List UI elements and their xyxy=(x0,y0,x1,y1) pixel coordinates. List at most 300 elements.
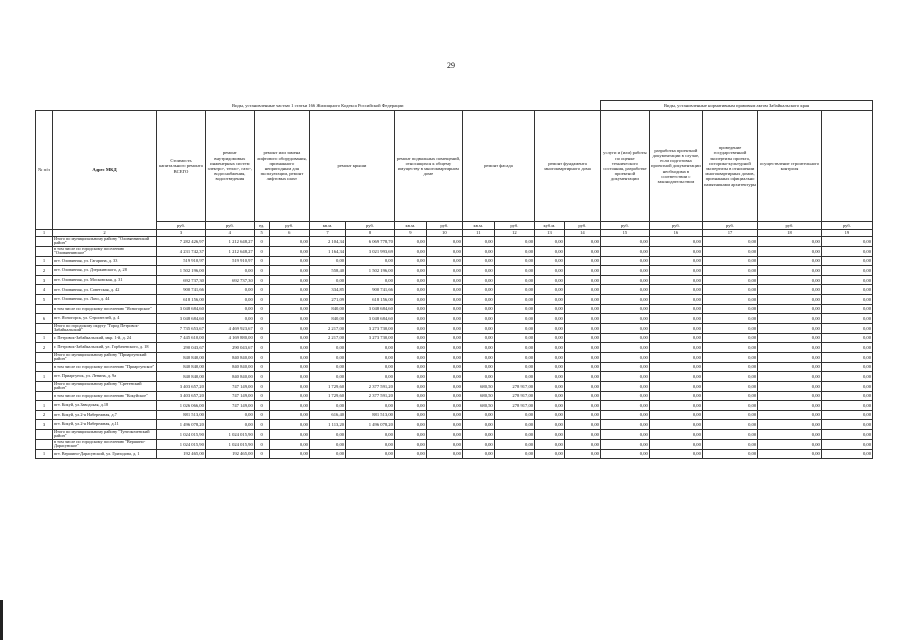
value-cell: 0,00 xyxy=(600,381,649,391)
unit-cell: руб. xyxy=(426,222,462,230)
value-cell: 0,00 xyxy=(462,449,494,459)
value-cell: 0,00 xyxy=(821,285,872,295)
value-cell: 0,00 xyxy=(394,372,426,382)
value-cell: 0 xyxy=(254,333,269,343)
value-cell: 0,00 xyxy=(535,304,565,314)
value-cell: 0,00 xyxy=(346,352,395,362)
value-cell: 0,00 xyxy=(535,449,565,459)
value-cell: 4 231 742,37 xyxy=(157,246,206,256)
value-cell: 0,00 xyxy=(205,295,254,305)
value-cell: 0,00 xyxy=(600,449,649,459)
value-cell: 0,00 xyxy=(702,429,757,439)
value-cell: 0,00 xyxy=(649,429,702,439)
value-cell: 0,00 xyxy=(564,275,600,285)
value-cell: 0,00 xyxy=(394,304,426,314)
value-cell: 0,00 xyxy=(821,266,872,276)
col-header-number: № п/п xyxy=(36,111,53,230)
col-header-extra xyxy=(821,111,872,222)
repair-cost-table-frame xyxy=(35,100,873,622)
value-cell: 0,00 xyxy=(394,420,426,430)
value-cell: 7 445 610,00 xyxy=(157,333,206,343)
value-cell: 0,00 xyxy=(702,439,757,449)
value-cell: 0,00 xyxy=(821,237,872,247)
address-cell: в том числе по городскому поселению "Оловяннинское" xyxy=(52,246,156,256)
value-cell: 0,00 xyxy=(535,381,565,391)
table-row xyxy=(36,333,873,343)
value-cell: 0,00 xyxy=(702,314,757,324)
value-cell: 0,00 xyxy=(821,352,872,362)
value-cell: 0 xyxy=(254,420,269,430)
value-cell: 900 741,66 xyxy=(157,285,206,295)
column-index-cell: 6 xyxy=(269,230,309,237)
row-number-cell xyxy=(36,439,53,449)
value-cell: 0,00 xyxy=(649,304,702,314)
value-cell: 0,00 xyxy=(269,410,309,420)
value-cell: 0,00 xyxy=(269,285,309,295)
unit-cell: руб. xyxy=(269,222,309,230)
value-cell: 840 840,00 xyxy=(157,362,206,372)
value-cell: 0,00 xyxy=(821,401,872,411)
value-cell: 0,00 xyxy=(758,420,822,430)
value-cell: 0 xyxy=(254,256,269,266)
value-cell: 0,00 xyxy=(535,295,565,305)
table-row xyxy=(36,343,873,353)
value-cell: 0,00 xyxy=(758,256,822,266)
unit-cell: руб. xyxy=(758,222,822,230)
table-row xyxy=(36,449,873,459)
value-cell: 0,00 xyxy=(821,304,872,314)
column-index-row xyxy=(36,230,873,237)
value-cell: 0 xyxy=(254,381,269,391)
value-cell: 840 840,00 xyxy=(205,352,254,362)
column-index-cell: 18 xyxy=(758,230,822,237)
value-cell: 0,00 xyxy=(535,266,565,276)
value-cell: 0,00 xyxy=(535,285,565,295)
value-cell: 0,00 xyxy=(535,372,565,382)
value-cell: 0,00 xyxy=(600,314,649,324)
scan-edge-mark xyxy=(0,600,3,640)
value-cell: 0,00 xyxy=(758,401,822,411)
value-cell: 0,00 xyxy=(426,391,462,401)
unit-cell: руб. xyxy=(564,222,600,230)
value-cell: 0,00 xyxy=(564,323,600,333)
value-cell: 0,00 xyxy=(462,256,494,266)
col-header-facade: ремонт фасада xyxy=(462,111,534,222)
column-index-cell: 3 xyxy=(157,230,206,237)
value-cell: 0 xyxy=(254,237,269,247)
value-cell: 0,00 xyxy=(494,410,534,420)
value-cell: 0,00 xyxy=(702,410,757,420)
value-cell: 2 377 591,20 xyxy=(346,391,395,401)
value-cell: 0 xyxy=(254,410,269,420)
value-cell: 747 149,00 xyxy=(205,391,254,401)
unit-cell: руб. xyxy=(600,222,649,230)
value-cell: 0,00 xyxy=(462,237,494,247)
table-row xyxy=(36,323,873,333)
value-cell: 0,00 xyxy=(535,420,565,430)
table-body xyxy=(36,237,873,459)
value-cell: 0,00 xyxy=(426,410,462,420)
address-cell: пгт. Оловянная, ул. Советская, д. 42 xyxy=(52,285,156,295)
value-cell: 0,00 xyxy=(702,266,757,276)
value-cell: 1 729,60 xyxy=(309,391,345,401)
address-cell: Итого по муниципальному району "Оловяннинский район" xyxy=(52,237,156,247)
value-cell: 840 840,00 xyxy=(205,362,254,372)
row-number-cell: 4 xyxy=(36,285,53,295)
value-cell: 0,00 xyxy=(535,314,565,324)
row-number-cell: 1 xyxy=(36,449,53,459)
value-cell: 0,00 xyxy=(494,439,534,449)
value-cell: 0,00 xyxy=(494,362,534,372)
value-cell: 3 048 684,60 xyxy=(346,304,395,314)
value-cell: 0,00 xyxy=(564,410,600,420)
value-cell: 0,00 xyxy=(269,372,309,382)
column-index-cell: 17 xyxy=(702,230,757,237)
value-cell: 0,00 xyxy=(309,275,345,285)
address-cell: в том числе по городскому поселению "Вершино-Дарасунское" xyxy=(52,439,156,449)
unit-cell: руб. xyxy=(346,222,395,230)
value-cell: 0,00 xyxy=(535,429,565,439)
value-cell: 0,00 xyxy=(758,449,822,459)
column-index-cell: 1 xyxy=(36,230,53,237)
value-cell: 0,00 xyxy=(535,410,565,420)
value-cell: 192 465,00 xyxy=(205,449,254,459)
value-cell: 0,00 xyxy=(269,362,309,372)
unit-cell: кв.м. xyxy=(309,222,345,230)
value-cell: 0,00 xyxy=(309,429,345,439)
value-cell: 0 xyxy=(254,439,269,449)
value-cell: 0,00 xyxy=(462,429,494,439)
row-number-cell: 6 xyxy=(36,314,53,324)
value-cell: 0,00 xyxy=(702,333,757,343)
value-cell: 0,00 xyxy=(535,256,565,266)
value-cell: 0,00 xyxy=(269,295,309,305)
address-cell: Итого по городскому округу "Город Петровск-Забайкальский" xyxy=(52,323,156,333)
col-header-engineering-systems: ремонт внутридомовых инженерных систем электро-, тепло-, газо-, водоснабжения, водоотведения xyxy=(205,111,254,222)
value-cell: 0,00 xyxy=(600,420,649,430)
value-cell: 0,00 xyxy=(649,420,702,430)
value-cell: 0,00 xyxy=(346,401,395,411)
col-header-address: Адрес МКД xyxy=(52,111,156,230)
value-cell: 0,00 xyxy=(394,449,426,459)
value-cell: 0,00 xyxy=(702,381,757,391)
address-cell: пгт. Кокуй, ул.Заводская, д.18 xyxy=(52,401,156,411)
value-cell: 0,00 xyxy=(649,266,702,276)
table-row xyxy=(36,420,873,430)
value-cell: 0,00 xyxy=(205,266,254,276)
value-cell: 0,00 xyxy=(269,333,309,343)
table-row xyxy=(36,352,873,362)
value-cell: 0,00 xyxy=(269,429,309,439)
value-cell: 0 xyxy=(254,314,269,324)
value-cell: 0,00 xyxy=(426,323,462,333)
value-cell: 0 xyxy=(254,372,269,382)
value-cell: 1 212 648,27 xyxy=(205,246,254,256)
row-number-cell: 1 xyxy=(36,256,53,266)
col-header-expertise: проведение государственной экспертизы проекта, историко-культурной экспертизы в отношении многоквартирных домов, признанных официально памятниками архитектуры xyxy=(702,111,757,222)
value-cell: 6 069 778,70 xyxy=(346,237,395,247)
column-index-cell: 7 xyxy=(309,230,345,237)
value-cell: 0,00 xyxy=(205,314,254,324)
value-cell: 0,00 xyxy=(564,420,600,430)
value-cell: 1 026 066,00 xyxy=(157,401,206,411)
value-cell: 1 024 015,90 xyxy=(205,439,254,449)
address-cell: пгт. Оловянная, ул. Московская, д. 31 xyxy=(52,275,156,285)
value-cell: 1 024 015,90 xyxy=(205,429,254,439)
value-cell: 0,00 xyxy=(564,381,600,391)
value-cell: 0,00 xyxy=(205,420,254,430)
value-cell: 0,00 xyxy=(426,266,462,276)
row-number-cell: 1 xyxy=(36,333,53,343)
value-cell: 0,00 xyxy=(564,314,600,324)
value-cell: 0,00 xyxy=(205,410,254,420)
unit-cell: руб. xyxy=(649,222,702,230)
value-cell: 0,00 xyxy=(462,266,494,276)
value-cell: 0,00 xyxy=(269,391,309,401)
row-number-cell xyxy=(36,304,53,314)
value-cell: 0,00 xyxy=(758,295,822,305)
value-cell: 0,00 xyxy=(394,362,426,372)
row-number-cell: 2 xyxy=(36,343,53,353)
value-cell: 0,00 xyxy=(564,333,600,343)
value-cell: 0,00 xyxy=(600,429,649,439)
value-cell: 0,00 xyxy=(394,439,426,449)
value-cell: 0,00 xyxy=(394,256,426,266)
value-cell: 0,00 xyxy=(535,237,565,247)
value-cell: 0,00 xyxy=(426,295,462,305)
value-cell: 192 465,00 xyxy=(157,449,206,459)
value-cell: 0,00 xyxy=(426,352,462,362)
table-row xyxy=(36,429,873,439)
value-cell: 0,00 xyxy=(821,295,872,305)
address-cell: пгт. Кокуй, ул.2-я Набережная, д.11 xyxy=(52,420,156,430)
value-cell: 0,00 xyxy=(346,429,395,439)
value-cell: 0,00 xyxy=(649,333,702,343)
value-cell: 0,00 xyxy=(600,295,649,305)
value-cell: 278 917,00 xyxy=(494,401,534,411)
units-row xyxy=(36,222,873,230)
value-cell: 0,00 xyxy=(426,333,462,343)
value-cell: 3 273 730,00 xyxy=(346,323,395,333)
value-cell: 0,00 xyxy=(821,410,872,420)
value-cell: 0,00 xyxy=(649,362,702,372)
value-cell: 0,00 xyxy=(426,381,462,391)
value-cell: 0,00 xyxy=(649,449,702,459)
table-row xyxy=(36,256,873,266)
value-cell: 3 273 730,00 xyxy=(346,333,395,343)
row-number-cell xyxy=(36,381,53,391)
value-cell: 0,00 xyxy=(394,333,426,343)
value-cell: 0,00 xyxy=(462,410,494,420)
value-cell: 1 496 078,20 xyxy=(157,420,206,430)
unit-cell: куб.м. xyxy=(535,222,565,230)
value-cell: 7 282 426,97 xyxy=(157,237,206,247)
value-cell: 0,00 xyxy=(649,275,702,285)
column-index-cell: 4 xyxy=(205,230,254,237)
value-cell: 0,00 xyxy=(269,323,309,333)
value-cell: 0,00 xyxy=(600,266,649,276)
value-cell: 0,00 xyxy=(821,381,872,391)
address-cell: г. Петровск-Забайкальский, ул. Горбачевского, д. 18 xyxy=(52,343,156,353)
value-cell: 616,40 xyxy=(309,410,345,420)
value-cell: 0,00 xyxy=(309,449,345,459)
value-cell: 0,00 xyxy=(564,362,600,372)
value-cell: 1 024 015,90 xyxy=(157,429,206,439)
value-cell: 0,00 xyxy=(821,362,872,372)
value-cell: 0,00 xyxy=(535,391,565,401)
value-cell: 0 xyxy=(254,323,269,333)
value-cell: 0,00 xyxy=(346,439,395,449)
value-cell: 0,00 xyxy=(821,391,872,401)
value-cell: 0,00 xyxy=(394,401,426,411)
address-cell: пгт. Оловянная, ул. Дзержинского, д. 28 xyxy=(52,266,156,276)
value-cell: 0,00 xyxy=(494,352,534,362)
value-cell: 2 217,00 xyxy=(309,323,345,333)
value-cell: 692 737,30 xyxy=(205,275,254,285)
value-cell: 0,00 xyxy=(462,352,494,362)
value-cell: 0,00 xyxy=(702,304,757,314)
col-header-design-docs: разработка проектной документации в случае, если подготовка проектной документации необходима в соответствии с законодательством xyxy=(649,111,702,222)
col-header-assessment: услуги и (или) работы по оценке технического состояния, разработке проектной документации xyxy=(600,111,649,222)
column-index-cell: 13 xyxy=(535,230,565,237)
value-cell: 0,00 xyxy=(821,246,872,256)
value-cell: 0,00 xyxy=(346,275,395,285)
table-row xyxy=(36,410,873,420)
value-cell: 0,00 xyxy=(649,285,702,295)
value-cell: 4 469 923,67 xyxy=(205,323,254,333)
value-cell: 0,00 xyxy=(426,256,462,266)
value-cell: 0,00 xyxy=(564,285,600,295)
value-cell: 0,00 xyxy=(394,391,426,401)
value-cell: 0,00 xyxy=(758,333,822,343)
value-cell: 0,00 xyxy=(462,439,494,449)
value-cell: 1 113,20 xyxy=(309,420,345,430)
value-cell: 2 104,34 xyxy=(309,237,345,247)
unit-cell: руб. xyxy=(157,222,206,230)
value-cell: 3 048 684,60 xyxy=(157,304,206,314)
value-cell: 0 xyxy=(254,401,269,411)
value-cell: 0,00 xyxy=(600,256,649,266)
value-cell: 0,00 xyxy=(535,333,565,343)
column-index-cell: 5 xyxy=(254,230,269,237)
table-row xyxy=(36,246,873,256)
value-cell: 0,00 xyxy=(462,246,494,256)
value-cell: 0,00 xyxy=(269,439,309,449)
value-cell: 0,00 xyxy=(649,314,702,324)
unit-cell: руб. xyxy=(702,222,757,230)
value-cell: 0,00 xyxy=(564,439,600,449)
row-number-cell: 1 xyxy=(36,401,53,411)
row-number-cell xyxy=(36,237,53,247)
column-index-cell: 10 xyxy=(426,230,462,237)
value-cell: 0,00 xyxy=(564,246,600,256)
value-cell: 0,00 xyxy=(758,285,822,295)
value-cell: 0,00 xyxy=(394,275,426,285)
value-cell: 2 217,00 xyxy=(309,333,345,343)
value-cell: 0 xyxy=(254,352,269,362)
value-cell: 0,00 xyxy=(426,449,462,459)
value-cell: 0,00 xyxy=(564,429,600,439)
value-cell: 0,00 xyxy=(394,237,426,247)
value-cell: 618 156,00 xyxy=(157,295,206,305)
value-cell: 0,00 xyxy=(649,381,702,391)
value-cell: 0 xyxy=(254,429,269,439)
value-cell: 0,00 xyxy=(564,256,600,266)
value-cell: 0,00 xyxy=(309,401,345,411)
value-cell: 0,00 xyxy=(426,304,462,314)
value-cell: 0,00 xyxy=(649,295,702,305)
value-cell: 3 403 657,20 xyxy=(157,381,206,391)
value-cell: 0 xyxy=(254,343,269,353)
value-cell: 0,00 xyxy=(535,323,565,333)
value-cell: 0,00 xyxy=(702,256,757,266)
value-cell: 0,00 xyxy=(426,439,462,449)
value-cell: 0,00 xyxy=(426,420,462,430)
row-number-cell: 3 xyxy=(36,420,53,430)
table-row xyxy=(36,237,873,247)
column-index-cell: 19 xyxy=(821,230,872,237)
value-cell: 680,50 xyxy=(462,381,494,391)
value-cell: 0,00 xyxy=(702,391,757,401)
value-cell: 0,00 xyxy=(600,285,649,295)
value-cell: 0,00 xyxy=(394,266,426,276)
value-cell: 0,00 xyxy=(564,266,600,276)
value-cell: 2 377 591,20 xyxy=(346,381,395,391)
row-number-cell: 2 xyxy=(36,266,53,276)
value-cell: 0,00 xyxy=(269,256,309,266)
value-cell: 0,00 xyxy=(758,381,822,391)
value-cell: 0,00 xyxy=(535,439,565,449)
value-cell: 0,00 xyxy=(269,401,309,411)
value-cell: 0,00 xyxy=(600,372,649,382)
address-cell: пгт. Вершино-Дарасунский, ул. Гризодова, д. 1 xyxy=(52,449,156,459)
value-cell: 0,00 xyxy=(394,343,426,353)
column-index-cell: 9 xyxy=(394,230,426,237)
value-cell: 0,00 xyxy=(649,401,702,411)
value-cell: 0,00 xyxy=(346,343,395,353)
value-cell: 3 021 993,69 xyxy=(346,246,395,256)
value-cell: 0,00 xyxy=(269,449,309,459)
row-number-cell xyxy=(36,352,53,362)
value-cell: 0,00 xyxy=(758,410,822,420)
column-index-cell: 15 xyxy=(600,230,649,237)
address-cell: Итого по муниципальному району "Сретенский район" xyxy=(52,381,156,391)
address-cell: пгт. Оловянная, ул. Гагарина, д. 33 xyxy=(52,256,156,266)
value-cell: 680,50 xyxy=(462,401,494,411)
value-cell: 0,00 xyxy=(564,295,600,305)
value-cell: 0 xyxy=(254,449,269,459)
col-header-total-cost: Стоимость капитального ремонта ВСЕГО xyxy=(157,111,206,222)
value-cell: 0,00 xyxy=(702,362,757,372)
col-header-construction-control: осуществление строительного контроля xyxy=(758,111,822,222)
table-row xyxy=(36,275,873,285)
value-cell: 0,00 xyxy=(494,343,534,353)
value-cell: 0,00 xyxy=(426,285,462,295)
value-cell: 0,00 xyxy=(564,237,600,247)
address-cell: в том числе по городскому поселению "Приаргунское" xyxy=(52,362,156,372)
col-header-elevators: ремонт или замена лифтового оборудования, признанного непригодным для эксплуатации, ремонт лифтовых шахт xyxy=(254,111,309,222)
value-cell: 0,00 xyxy=(758,304,822,314)
value-cell: 0,00 xyxy=(821,333,872,343)
value-cell: 0,00 xyxy=(600,246,649,256)
value-cell: 0,00 xyxy=(346,362,395,372)
value-cell: 840,00 xyxy=(309,304,345,314)
column-index-cell: 16 xyxy=(649,230,702,237)
value-cell: 900 741,66 xyxy=(346,285,395,295)
column-index-cell: 8 xyxy=(346,230,395,237)
value-cell: 0,00 xyxy=(600,237,649,247)
value-cell: 0,00 xyxy=(462,304,494,314)
